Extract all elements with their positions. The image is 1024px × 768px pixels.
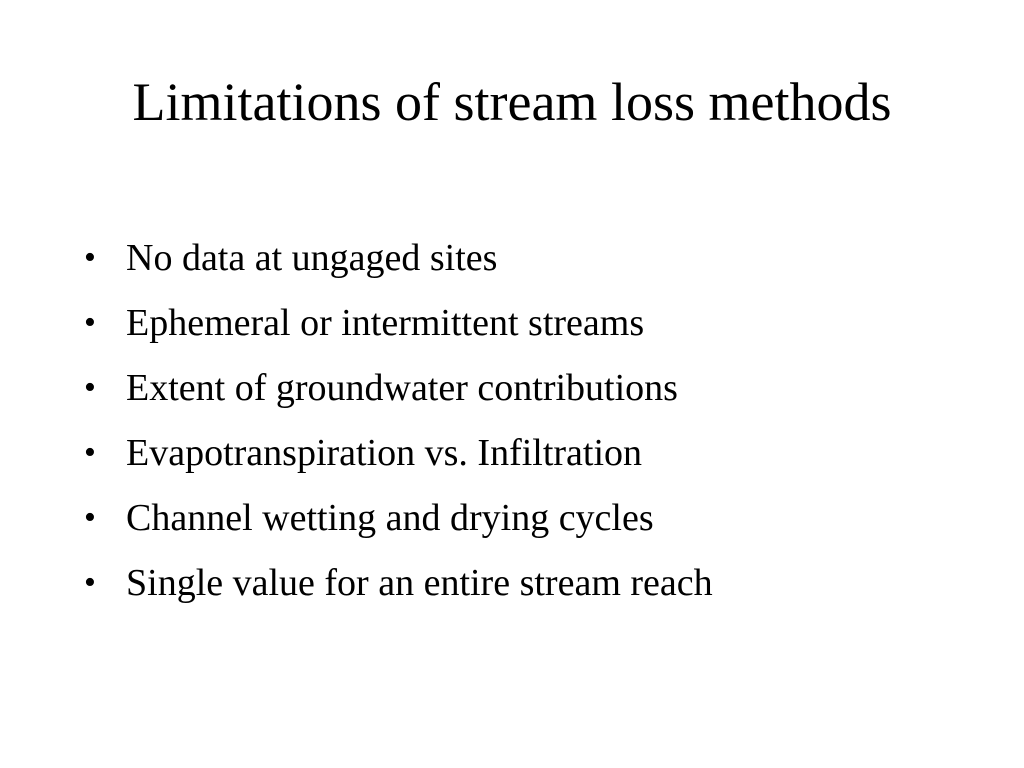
list-item: [84, 295, 964, 360]
bullet-text: Extent of groundwater contributions: [126, 367, 678, 409]
bullet-icon: •: [84, 369, 96, 406]
list-item: [84, 230, 964, 295]
list-item: [84, 425, 964, 490]
bullet-icon: •: [84, 564, 96, 601]
bullet-text: No data at ungaged sites: [126, 237, 498, 279]
bullet-text: Ephemeral or intermittent streams: [126, 302, 645, 344]
bullet-icon: •: [84, 434, 96, 471]
list-item: [84, 360, 964, 425]
bullet-text: Single value for an entire stream reach: [126, 562, 713, 604]
bullet-list: [84, 230, 964, 620]
bullet-icon: •: [84, 304, 96, 341]
bullet-icon: •: [84, 239, 96, 276]
bullet-text: Channel wetting and drying cycles: [126, 497, 654, 539]
list-item: [84, 490, 964, 555]
slide-title: Limitations of stream loss methods: [132, 72, 892, 132]
bullet-text: Evapotranspiration vs. Infiltration: [126, 432, 643, 474]
bullet-icon: •: [84, 499, 96, 536]
list-item: [84, 555, 964, 620]
